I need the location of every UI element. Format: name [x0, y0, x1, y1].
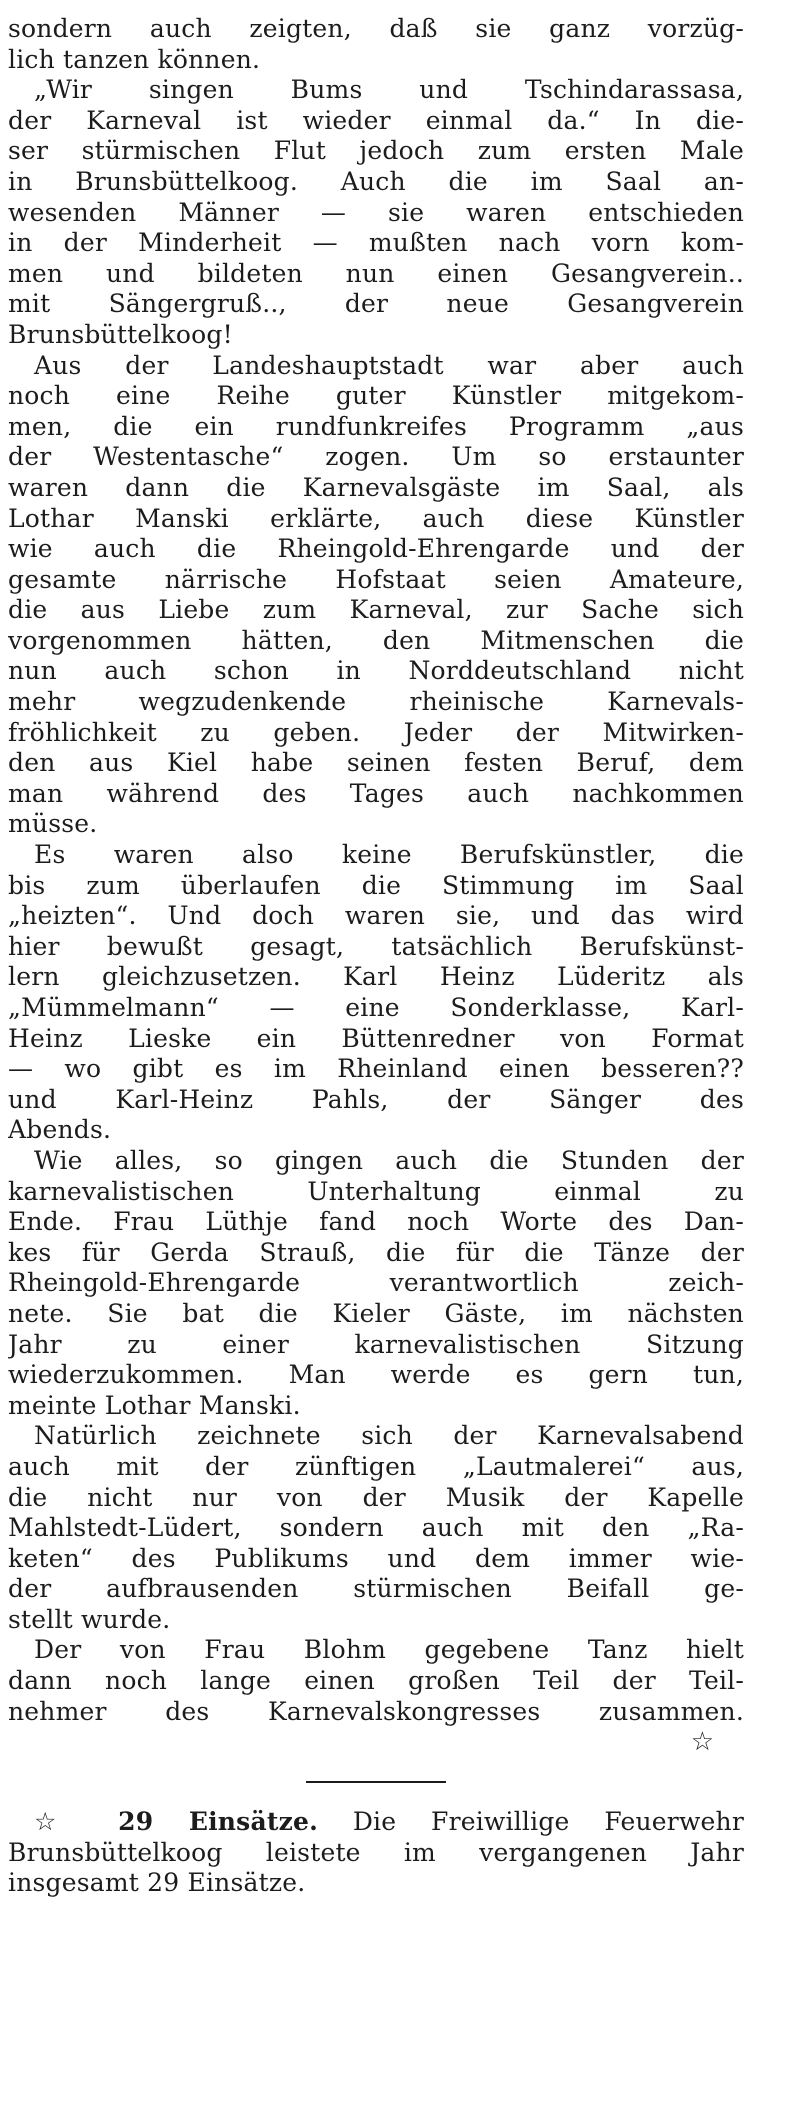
- text-line: „Mümmelmann“ — eine Sonderklasse, Karl-: [8, 993, 744, 1022]
- text-line: man während des Tages auch nachkommen: [8, 778, 744, 808]
- paragraph: [8, 840, 744, 1146]
- text-line: Abends.: [8, 1115, 112, 1145]
- text-line: Aus der Landeshauptstadt war aber auch: [34, 350, 744, 380]
- text-line: die aus Liebe zum Karneval, zur Sache sich: [8, 595, 744, 625]
- article-end-mark: [8, 1727, 744, 1767]
- text-line: mit Sängergruß.., der neue Gesangverein: [8, 289, 744, 319]
- text-line: Ende. Frau Lüthje fand noch Worte des Dan-: [8, 1207, 744, 1237]
- text-line: nehmer des Karnevalskongresses zusammen.: [8, 1696, 744, 1726]
- text-line: in Brunsbüttelkoog. Auch die im Saal an-: [8, 166, 744, 196]
- text-line: — wo gibt es im Rheinland einen besseren??: [8, 1054, 744, 1084]
- text-line: müsse.: [8, 809, 98, 839]
- paragraph: [8, 75, 744, 350]
- text-line: stellt wurde.: [8, 1604, 171, 1634]
- newspaper-column: [8, 14, 744, 1899]
- text-line: keten“ des Publikums und dem immer wie-: [8, 1543, 744, 1573]
- text-line: der Westentasche“ zogen. Um so erstaunter: [8, 442, 744, 472]
- text-line: wesenden Männer — sie waren entschieden: [8, 197, 744, 227]
- paragraph: [8, 351, 744, 841]
- text-line: Rheingold-Ehrengarde verantwortlich zeich-: [8, 1268, 744, 1298]
- text-line: Natürlich zeichnete sich der Karnevalsabend: [34, 1421, 744, 1451]
- text-line: dann noch lange einen großen Teil der Teil-: [8, 1666, 744, 1696]
- text-line: gesamte närrische Hofstaat seien Amateure,: [8, 564, 744, 594]
- notice-headline: 29 Einsätze.: [118, 1807, 318, 1837]
- text-line: bis zum überlaufen die Stimmung im Saal: [8, 870, 744, 900]
- text-line: karnevalistischen Unterhaltung einmal zu: [8, 1176, 744, 1206]
- text-line: sondern auch zeigten, daß sie ganz vorzüg-: [8, 14, 744, 43]
- text-line: in der Minderheit — mußten nach vorn kom-: [8, 228, 744, 258]
- star-icon: ☆: [34, 1807, 84, 1837]
- text-line: Brunsbüttelkoog leistete im vergangenen Jahr: [8, 1837, 744, 1867]
- text-line: Jahr zu einer karnevalistischen Sitzung: [8, 1329, 744, 1359]
- text-line: und Karl-Heinz Pahls, der Sänger des: [8, 1084, 744, 1114]
- notice-text: Die Freiwillige Feuerwehr: [352, 1807, 744, 1837]
- text-line: men und bildeten nun einen Gesangverein..: [8, 258, 744, 288]
- paragraph: [8, 1421, 744, 1635]
- text-line: auch mit der zünftigen „Lautmalerei“ aus,: [8, 1451, 744, 1481]
- text-line: Der von Frau Blohm gegebene Tanz hielt: [34, 1635, 744, 1665]
- text-line: Lothar Manski erklärte, auch diese Künstler: [8, 503, 744, 533]
- star-icon: ☆: [690, 1727, 714, 1758]
- text-line: mehr wegzudenkende rheinische Karnevals-: [8, 687, 744, 717]
- text-line: „heizten“. Und doch waren sie, und das wird: [8, 901, 744, 931]
- notice-first-line: [8, 1807, 744, 1838]
- text-line: nun auch schon in Norddeutschland nicht: [8, 656, 744, 686]
- text-line: lich tanzen können.: [8, 44, 261, 74]
- text-line: der aufbrausenden stürmischen Beifall ge-: [8, 1574, 744, 1604]
- text-line: Wie alles, so gingen auch die Stunden der: [34, 1145, 744, 1175]
- text-line: Mahlstedt-Lüdert, sondern auch mit den „Ra-: [8, 1513, 744, 1543]
- paragraph: [8, 1635, 744, 1727]
- text-line: „Wir singen Bums und Tschindarassasa,: [34, 75, 744, 105]
- text-line: fröhlichkeit zu geben. Jeder der Mitwirken-: [8, 717, 744, 747]
- text-line: hier bewußt gesagt, tatsächlich Berufskünst-: [8, 931, 744, 961]
- text-line: Es waren also keine Berufskünstler, die: [34, 840, 744, 870]
- text-line: Heinz Lieske ein Büttenredner von Format: [8, 1023, 744, 1053]
- text-line: wie auch die Rheingold-Ehrengarde und der: [8, 534, 744, 564]
- text-line: waren dann die Karnevalsgäste im Saal, als: [8, 472, 744, 502]
- text-line: kes für Gerda Strauß, die für die Tänze der: [8, 1237, 744, 1267]
- text-line: der Karneval ist wieder einmal da.“ In die-: [8, 105, 744, 135]
- paragraph: [8, 1146, 744, 1421]
- text-line: ser stürmischen Flut jedoch zum ersten Male: [8, 136, 744, 166]
- text-line: lern gleichzusetzen. Karl Heinz Lüderitz als: [8, 962, 744, 992]
- section-divider: [306, 1781, 446, 1783]
- text-line: noch eine Reihe guter Künstler mitgekom-: [8, 381, 744, 411]
- text-line: insgesamt 29 Einsätze.: [8, 1868, 306, 1898]
- text-line: nete. Sie bat die Kieler Gäste, im nächsten: [8, 1298, 744, 1328]
- text-line: die nicht nur von der Musik der Kapelle: [8, 1482, 744, 1512]
- text-line: vorgenommen hätten, den Mitmenschen die: [8, 625, 744, 655]
- text-line: Brunsbüttelkoog!: [8, 319, 233, 349]
- text-line: men, die ein rundfunkreifes Programm „aus: [8, 411, 744, 441]
- short-notice: [8, 1807, 744, 1899]
- paragraph: [8, 14, 744, 75]
- text-line: meinte Lothar Manski.: [8, 1390, 301, 1420]
- text-line: wiederzukommen. Man werde es gern tun,: [8, 1360, 744, 1390]
- text-line: den aus Kiel habe seinen festen Beruf, dem: [8, 748, 744, 778]
